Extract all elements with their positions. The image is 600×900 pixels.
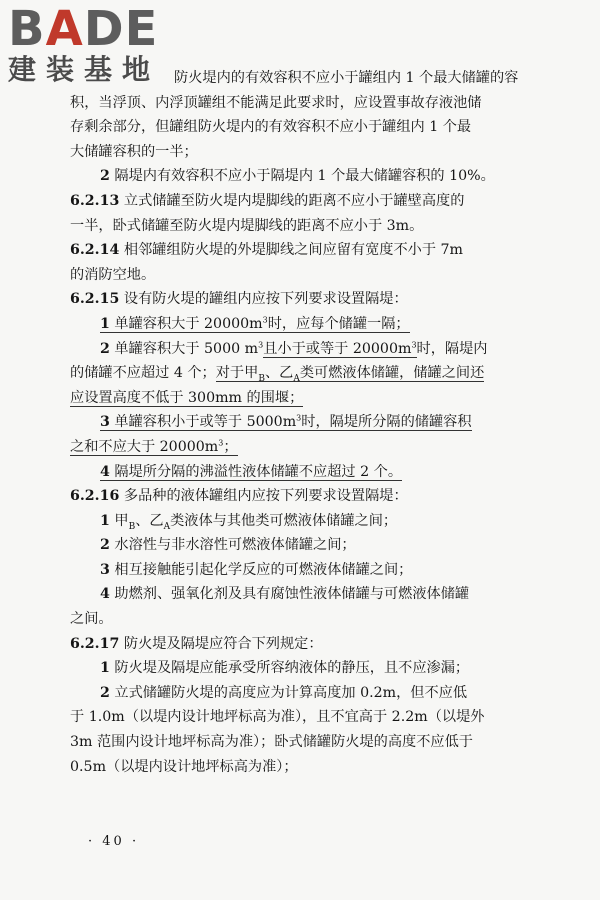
- text-line: [70, 361, 548, 386]
- text-line: [70, 705, 548, 730]
- logo-letters: DE: [83, 1, 159, 57]
- item-number: 1: [100, 512, 110, 529]
- body-text: [70, 66, 548, 779]
- underlined-text: [263, 341, 416, 358]
- line-text: 防火堤及隔堤应符合下列规定：: [123, 635, 323, 652]
- underlined-text: [100, 414, 472, 431]
- subscript: A: [163, 521, 171, 532]
- item-number: 2: [100, 684, 110, 701]
- logo-letter: B: [8, 1, 46, 57]
- page-number: · 40 ·: [88, 834, 140, 849]
- line-text: 隔堤所分隔的沸溢性液体储罐不应超过 2 个。: [114, 463, 403, 480]
- item-number: 3: [100, 414, 110, 431]
- line-text: 、乙: [135, 512, 164, 529]
- line-text: 单罐容积小于或等于 5000m: [114, 414, 297, 431]
- line-text: 防火堤内的有效容积不应小于罐组内 1 个最大储罐的容: [174, 70, 519, 86]
- line-text: 时，隔堤内: [416, 340, 488, 357]
- underlined-text: 应设置高度不低于 300mm 的围堰；: [70, 389, 304, 406]
- text-line: [70, 607, 548, 632]
- line-text: 单罐容积大于 5000 m: [114, 340, 259, 357]
- clause-number: 6.2.15: [70, 291, 120, 308]
- line-text: 相邻罐组防火堤的外堤脚线之间应留有宽度不小于 7m: [123, 242, 464, 259]
- item-number: 1: [100, 660, 110, 677]
- logo-wordmark: [8, 1, 178, 57]
- line-text: 且小于或等于 20000m: [263, 340, 412, 357]
- clause-number: 6.2.17: [70, 635, 120, 652]
- line-text: 水溶性与非水溶性可燃液体储罐之间；: [114, 537, 356, 554]
- clause-number: 6.2.13: [70, 192, 120, 209]
- line-text: 类可燃液体储罐，储罐之间还: [299, 365, 485, 382]
- text-line: [70, 558, 548, 583]
- text-line: [70, 214, 548, 239]
- item-number: 2: [100, 537, 110, 554]
- line-text: 时，隔堤所分隔的储罐容积: [301, 414, 472, 431]
- text-line: [70, 681, 548, 706]
- underlined-text: [100, 464, 402, 481]
- superscript: 3: [296, 413, 302, 423]
- subscript: B: [258, 373, 265, 384]
- line-text: 于 1.0m（以堤内设计地坪标高为准），且不宜高于 2.2m（以堤外: [70, 709, 485, 726]
- text-line: [70, 312, 548, 337]
- item-number: 1: [100, 315, 110, 332]
- subscript: B: [128, 521, 136, 532]
- line-text: 积，当浮顶、内浮顶罐组不能满足此要求时，应设置事故存液池储: [70, 94, 482, 111]
- clause-number: 6.2.16: [70, 488, 120, 505]
- item-number: 2: [100, 168, 110, 185]
- line-text: 多品种的液体罐组内应按下列要求设置隔堤：: [123, 488, 408, 505]
- underlined-text: [70, 439, 238, 456]
- text-line: [70, 164, 548, 189]
- text-line: [70, 386, 548, 411]
- text-line: [70, 238, 548, 263]
- line-text: 的储罐不应超过 4 个；: [70, 365, 216, 382]
- line-text: 时，应每个储罐一隔；: [267, 315, 410, 332]
- underlined-text: [100, 316, 410, 333]
- line-text: 、乙: [264, 365, 294, 382]
- item-number: 2: [100, 340, 110, 357]
- text-line: [70, 582, 548, 607]
- superscript: 3: [262, 315, 268, 325]
- line-text: 对于甲: [215, 365, 259, 382]
- superscript: 3: [411, 339, 417, 349]
- line-text: 相互接触能引起化学反应的可燃液体储罐之间；: [114, 561, 413, 578]
- line-text: 助燃剂、强氧化剂及具有腐蚀性液体储罐与可燃液体储罐: [114, 586, 470, 603]
- line-text: 存剩余部分，但罐组防火堤内的有效容积不应小于罐组内 1 个最: [70, 119, 472, 136]
- line-text: 大储罐容积的一半；: [70, 143, 198, 160]
- text-line: [70, 410, 548, 435]
- text-line: [70, 287, 548, 312]
- text-line: [70, 337, 548, 362]
- text-line: [70, 484, 548, 509]
- line-text: 隔堤内有效容积不应小于隔堤内 1 个最大储罐容积的 10%。: [114, 168, 495, 185]
- subscript: A: [293, 373, 300, 384]
- text-line: [70, 730, 548, 755]
- text-line: [70, 140, 548, 165]
- line-text: 0.5m（以堤内设计地坪标高为准）；: [70, 758, 298, 775]
- text-line: [70, 460, 548, 485]
- line-text: 之和不应大于 20000m: [70, 438, 219, 455]
- text-line: [70, 91, 548, 116]
- line-text: 防火堤及隔堤应能承受所容纳液体的静压，且不应渗漏；: [114, 660, 470, 677]
- line-text: 3m 范围内设计地坪标高为准）；卧式储罐防火堤的高度不应低于: [70, 734, 473, 751]
- clause-number: 6.2.14: [70, 242, 120, 259]
- text-line: [70, 656, 548, 681]
- text-line: [70, 435, 548, 460]
- text-line: [70, 755, 548, 780]
- line-text: 之间。: [70, 611, 113, 628]
- text-line: [70, 533, 548, 558]
- text-line: [70, 189, 548, 214]
- line-text: 类液体与其他类可燃液体储罐之间；: [170, 512, 398, 529]
- line-text: 设有防火堤的罐组内应按下列要求设置隔堤：: [123, 291, 408, 308]
- line-text: 一半，卧式储罐至防火堤内堤脚线的距离不应小于 3m。: [70, 217, 424, 234]
- text-line: [70, 632, 548, 657]
- line-text: 立式储罐防火堤的高度应为计算高度加 0.2m，但不应低: [114, 684, 468, 701]
- superscript: 3: [258, 339, 264, 349]
- item-number: 4: [100, 586, 110, 603]
- superscript: 3: [218, 438, 224, 448]
- text-line: [70, 115, 548, 140]
- text-line: [70, 66, 548, 91]
- item-number: 4: [100, 463, 110, 480]
- line-text: 的消防空地。: [70, 266, 156, 283]
- line-text: 单罐容积大于 20000m: [114, 315, 263, 332]
- item-number: 3: [100, 561, 110, 578]
- line-text: 立式储罐至防火堤内堤脚线的距离不应小于罐壁高度的: [123, 192, 465, 209]
- text-line: [70, 263, 548, 288]
- line-text: 甲: [114, 512, 129, 529]
- text-line: [70, 509, 548, 534]
- logo-chinese: 建装基地: [8, 53, 161, 86]
- line-text: ；: [223, 438, 238, 455]
- underlined-text: [216, 365, 485, 382]
- logo-letter-accent: A: [45, 1, 84, 57]
